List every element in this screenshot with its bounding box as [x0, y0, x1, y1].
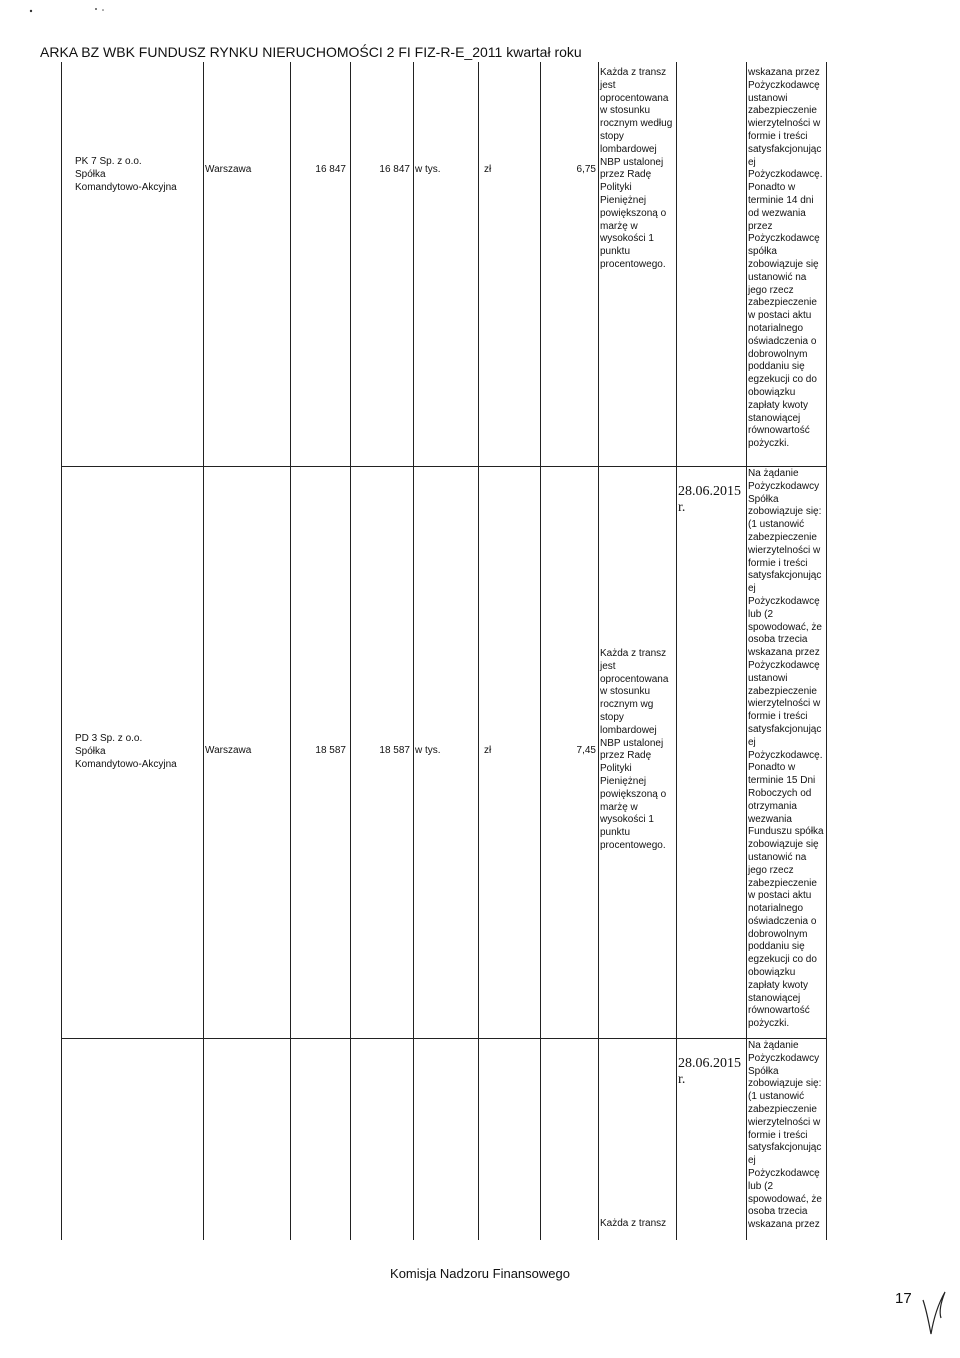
col-border-9	[746, 62, 747, 1240]
col-border-3	[350, 62, 351, 1240]
text-line: powiększoną o	[600, 207, 667, 219]
maturity-date	[678, 484, 741, 516]
text-line: lub (2	[748, 608, 774, 620]
text-line: ustanowi	[748, 92, 788, 104]
entity-cell	[75, 733, 177, 771]
maturity-date-value: 28.06.2015	[678, 1056, 741, 1071]
text-line: Ponadto w	[748, 182, 796, 194]
text-line: punktu	[600, 827, 631, 839]
text-line: stanowiącej	[748, 412, 801, 424]
text-line: stopy	[600, 130, 624, 142]
text-line: marżę w	[600, 801, 638, 813]
text-line: obowiązku	[748, 386, 796, 398]
col-border-7	[598, 62, 599, 1240]
text-line: formie i treści	[748, 557, 808, 569]
text-line: zobowiązuje się:	[748, 506, 822, 518]
amount-cell: 18 587	[315, 745, 346, 756]
text-line: Na żądanie	[748, 468, 799, 479]
text-line: poddaniu się	[748, 941, 805, 953]
text-line: oświadczenia o	[748, 335, 817, 347]
col-border-8	[676, 62, 677, 1240]
text-line: Ponadto w	[748, 762, 796, 774]
page-header: ARKA BZ WBK FUNDUSZ RYNKU NIERUCHOMOŚCI 2 FI FIZ-R-E_2011 kwartał roku	[40, 44, 582, 60]
maturity-date	[678, 1056, 741, 1088]
text-line: Pożyczkodawcę	[748, 233, 820, 245]
text-line: wierzytelności w	[748, 1116, 821, 1128]
interest-terms	[600, 1218, 666, 1231]
text-line: (1 ustanowić	[748, 1091, 805, 1103]
amount-cell: 16 847	[315, 164, 346, 175]
text-line: dobrowolnym	[748, 928, 808, 940]
rate-cell: 6,75	[576, 164, 596, 175]
scan-specks	[28, 4, 128, 22]
text-line: Pieniężnej	[600, 775, 647, 787]
text-line: stanowiącej	[748, 992, 801, 1004]
text-line: notarialnego	[748, 903, 804, 915]
text-line: wysokości 1	[600, 814, 654, 826]
text-line: równowartość	[748, 1005, 810, 1017]
col-border-6	[540, 62, 541, 1240]
currency-cell: zł	[484, 745, 492, 756]
text-line: zabezpieczenie	[748, 105, 817, 117]
maturity-date-suffix: r.	[678, 500, 686, 515]
text-line: Roboczych od	[748, 787, 812, 799]
text-line: spółka	[748, 246, 777, 258]
text-line: osoba trzecia	[748, 1206, 808, 1218]
text-line: wskazana przez	[748, 1219, 820, 1231]
entity-form: Komandytowo-Akcyjna	[75, 758, 177, 770]
text-line: zabezpieczenie	[748, 531, 817, 543]
text-line: wierzytelności w	[748, 544, 821, 556]
page-number: 17	[895, 1290, 912, 1307]
text-line: ustanowić na	[748, 271, 807, 283]
text-line: zobowiązuje się	[748, 839, 819, 851]
col-border-4	[413, 62, 414, 1240]
text-line: Pożyczkodawcę	[748, 659, 820, 671]
text-line: Pożyczkodawcę	[748, 1167, 820, 1179]
text-line: marżę w	[600, 220, 638, 232]
security-terms	[748, 67, 822, 451]
text-line: zobowiązuje się	[748, 258, 819, 270]
text-line: w stosunku	[600, 686, 651, 698]
text-line: Polityki	[600, 763, 632, 775]
row-border-2	[61, 1038, 827, 1039]
currency-cell: zł	[484, 164, 492, 175]
col-border-5	[478, 62, 479, 1240]
text-line: Pożyczkodawcę	[748, 79, 820, 91]
text-line: punktu	[600, 246, 631, 258]
text-line: oprocentowana	[600, 673, 669, 685]
text-line: rocznym według	[600, 118, 673, 130]
text-line: jest	[600, 660, 616, 672]
amount-cell: 18 587	[379, 745, 410, 756]
handwritten-initials	[915, 1282, 955, 1347]
text-line: oświadczenia o	[748, 915, 817, 927]
text-line: wskazana przez	[748, 647, 820, 659]
text-line: dobrowolnym	[748, 348, 808, 360]
text-line: ustanowi	[748, 672, 788, 684]
text-line: NBP ustalonej	[600, 737, 664, 749]
text-line: ej	[748, 156, 756, 168]
text-line: wierzytelności w	[748, 698, 821, 710]
text-line: Pożyczkodawcę.	[748, 169, 823, 181]
text-line: Każda z transz	[600, 1218, 667, 1229]
text-line: NBP ustalonej	[600, 156, 664, 168]
text-line: zabezpieczenie	[748, 1103, 817, 1115]
text-line: równowartość	[748, 425, 810, 437]
security-terms	[748, 468, 824, 1031]
text-line: wierzytelności w	[748, 118, 821, 130]
text-line: oprocentowana	[600, 92, 669, 104]
entity-form: Komandytowo-Akcyjna	[75, 181, 177, 193]
text-line: egzekucji co do	[748, 954, 817, 966]
text-line: jego rzecz	[748, 284, 794, 296]
text-line: w stosunku	[600, 105, 651, 117]
text-line: zabezpieczenie	[748, 297, 817, 309]
entity-type: Spółka	[75, 745, 106, 757]
entity-name: PD 3 Sp. z o.o.	[75, 733, 143, 744]
text-line: formie i treści	[748, 1129, 808, 1141]
text-line: Spółka	[748, 493, 779, 505]
text-line: przez	[748, 220, 773, 232]
text-line: poddaniu się	[748, 361, 805, 373]
text-line: w postaci aktu	[748, 890, 812, 902]
maturity-date-suffix: r.	[678, 1072, 686, 1087]
text-line: zapłaty kwoty	[748, 399, 809, 411]
text-line: lombardowej	[600, 143, 657, 155]
text-line: lub (2	[748, 1180, 774, 1192]
text-line: Pożyczkodawcę	[748, 595, 820, 607]
text-line: jest	[600, 79, 616, 91]
text-line: wezwania	[748, 813, 792, 825]
entity-cell	[75, 156, 177, 194]
text-line: lombardowej	[600, 724, 657, 736]
text-line: zabezpieczenie	[748, 685, 817, 697]
text-line: zobowiązuje się:	[748, 1078, 822, 1090]
security-terms	[748, 1040, 822, 1232]
text-line: Polityki	[600, 182, 632, 194]
text-line: Pożyczkodawcy	[748, 480, 820, 492]
text-line: procentowego.	[600, 258, 666, 270]
col-border-10	[826, 62, 827, 1240]
text-line: jego rzecz	[748, 864, 794, 876]
row-border-1	[61, 466, 827, 467]
text-line: osoba trzecia	[748, 634, 808, 646]
text-line: satysfakcjonując	[748, 723, 822, 735]
unit-cell: w tys.	[415, 745, 441, 756]
text-line: (1 ustanowić	[748, 519, 805, 531]
text-line: w postaci aktu	[748, 310, 812, 322]
interest-terms	[600, 67, 672, 272]
city-cell: Warszawa	[205, 164, 252, 175]
text-line: zabezpieczenie	[748, 877, 817, 889]
rate-cell: 7,45	[576, 745, 596, 756]
text-line: obowiązku	[748, 967, 796, 979]
text-line: zapłaty kwoty	[748, 979, 809, 991]
text-line: terminie 15 Dni	[748, 775, 816, 787]
text-line: ej	[748, 1155, 756, 1167]
text-line: satysfakcjonując	[748, 1142, 822, 1154]
text-line: satysfakcjonując	[748, 570, 822, 582]
text-line: stopy	[600, 711, 624, 723]
text-line: Na żądanie	[748, 1040, 799, 1051]
entity-type: Spółka	[75, 168, 106, 180]
text-line: otrzymania	[748, 800, 797, 812]
text-line: Spółka	[748, 1065, 779, 1077]
col-border-0	[61, 62, 62, 1240]
text-line: Każda z transz	[600, 67, 667, 78]
maturity-date-value: 28.06.2015	[678, 484, 741, 499]
interest-terms	[600, 648, 668, 853]
text-line: Pożyczkodawcy	[748, 1052, 820, 1064]
city-cell: Warszawa	[205, 745, 252, 756]
text-line: Funduszu spółka	[748, 826, 824, 838]
text-line: formie i treści	[748, 130, 808, 142]
text-line: spowodować, że	[748, 621, 822, 633]
text-line: ej	[748, 583, 756, 595]
text-line: wysokości 1	[600, 233, 654, 245]
text-line: Pieniężnej	[600, 194, 647, 206]
text-line: Każda z transz	[600, 648, 667, 659]
text-line: przez Radę	[600, 169, 652, 181]
text-line: notarialnego	[748, 322, 804, 334]
text-line: od wezwania	[748, 207, 806, 219]
col-border-1	[203, 62, 204, 1240]
text-line: ustanowić na	[748, 851, 807, 863]
text-line: egzekucji co do	[748, 374, 817, 386]
text-line: formie i treści	[748, 711, 808, 723]
text-line: powiększoną o	[600, 788, 667, 800]
text-line: satysfakcjonując	[748, 143, 822, 155]
text-line: procentowego.	[600, 839, 666, 851]
footer-text: Komisja Nadzoru Finansowego	[390, 1266, 570, 1281]
text-line: wskazana przez	[748, 67, 820, 78]
text-line: ej	[748, 736, 756, 748]
unit-cell: w tys.	[415, 164, 441, 175]
col-border-2	[290, 62, 291, 1240]
text-line: spowodować, że	[748, 1193, 822, 1205]
text-line: pożyczki.	[748, 438, 790, 450]
text-line: Pożyczkodawcę.	[748, 749, 823, 761]
entity-name: PK 7 Sp. z o.o.	[75, 156, 142, 167]
text-line: rocznym wg	[600, 699, 654, 711]
text-line: przez Radę	[600, 750, 652, 762]
text-line: pożyczki.	[748, 1018, 790, 1030]
text-line: terminie 14 dni	[748, 194, 814, 206]
amount-cell: 16 847	[379, 164, 410, 175]
